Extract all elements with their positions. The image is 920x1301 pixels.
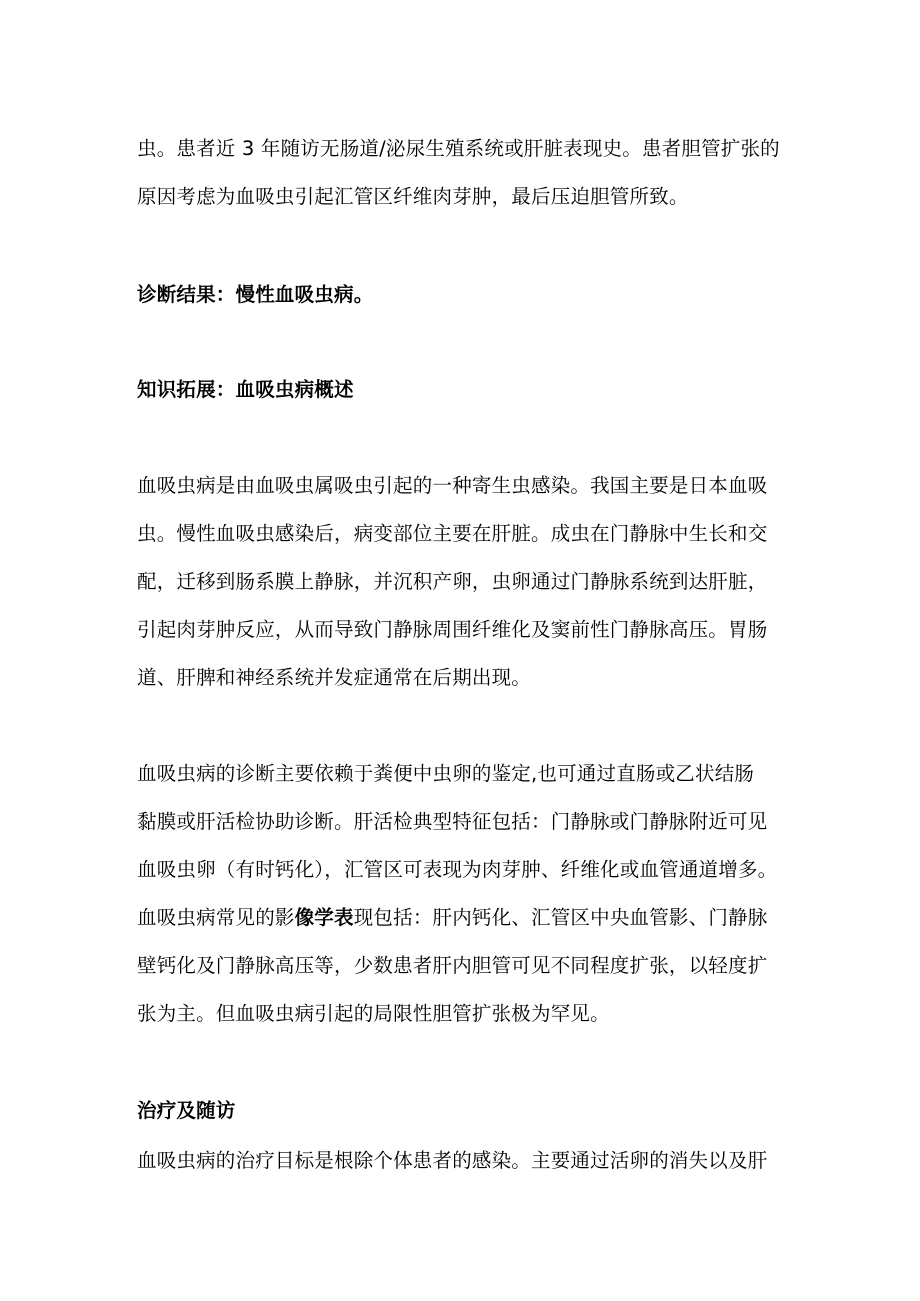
diagnosis-result: 诊断结果：慢性血吸虫病。	[137, 283, 374, 306]
imaging-prefix: 血吸虫病常见的影	[137, 906, 295, 929]
overview-line-1: 血吸虫病是由血吸虫属吸虫引起的一种寄生虫感染。我国主要是日本血吸	[137, 474, 768, 497]
overview-line-2: 虫。慢性血吸虫感染后，病变部位主要在肝脏。成虫在门静脉中生长和交	[137, 522, 768, 545]
diagnosis-para-line-5: 壁钙化及门静脉高压等，少数患者肝内胆管可见不同程度扩张，以轻度扩	[137, 954, 768, 977]
diagnosis-para-line-6: 张为主。但血吸虫病引起的局限性胆管扩张极为罕见。	[137, 1002, 610, 1025]
intro-line-1: 虫。患者近 3 年随访无肠道/泌尿生殖系统或肝脏表现史。患者胆管扩张的	[137, 137, 780, 160]
treatment-line-1: 血吸虫病的治疗目标是根除个体患者的感染。主要通过活卵的消失以及肝	[137, 1149, 768, 1172]
overview-line-5: 道、肝脾和神经系统并发症通常在后期出现。	[137, 666, 532, 689]
diagnosis-para-line-1: 血吸虫病的诊断主要依赖于粪便中虫卵的鉴定,也可通过直肠或乙状结肠	[137, 762, 755, 785]
treatment-heading: 治疗及随访	[137, 1099, 236, 1122]
imaging-suffix: 现包括：肝内钙化、汇管区中央血管影、门静脉	[353, 906, 768, 929]
diagnosis-para-line-2: 黏膜或肝活检协助诊断。肝活检典型特征包括：门静脉或门静脉附近可见	[137, 810, 768, 833]
diagnosis-para-line-3: 血吸虫卵（有时钙化），汇管区可表现为肉芽肿、纤维化或血管通道增多。	[137, 858, 778, 881]
imaging-line	[137, 906, 767, 930]
overview-line-4: 引起肉芽肿反应，从而导致门静脉周围纤维化及窦前性门静脉高压。胃肠	[137, 618, 768, 641]
imaging-bold: 像学表	[294, 906, 354, 929]
intro-line-2: 原因考虑为血吸虫引起汇管区纤维肉芽肿，最后压迫胆管所致。	[137, 185, 689, 208]
knowledge-heading: 知识拓展：血吸虫病概述	[137, 378, 354, 401]
overview-line-3: 配，迁移到肠系膜上静脉，并沉积产卵，虫卵通过门静脉系统到达肝脏，	[137, 570, 768, 593]
